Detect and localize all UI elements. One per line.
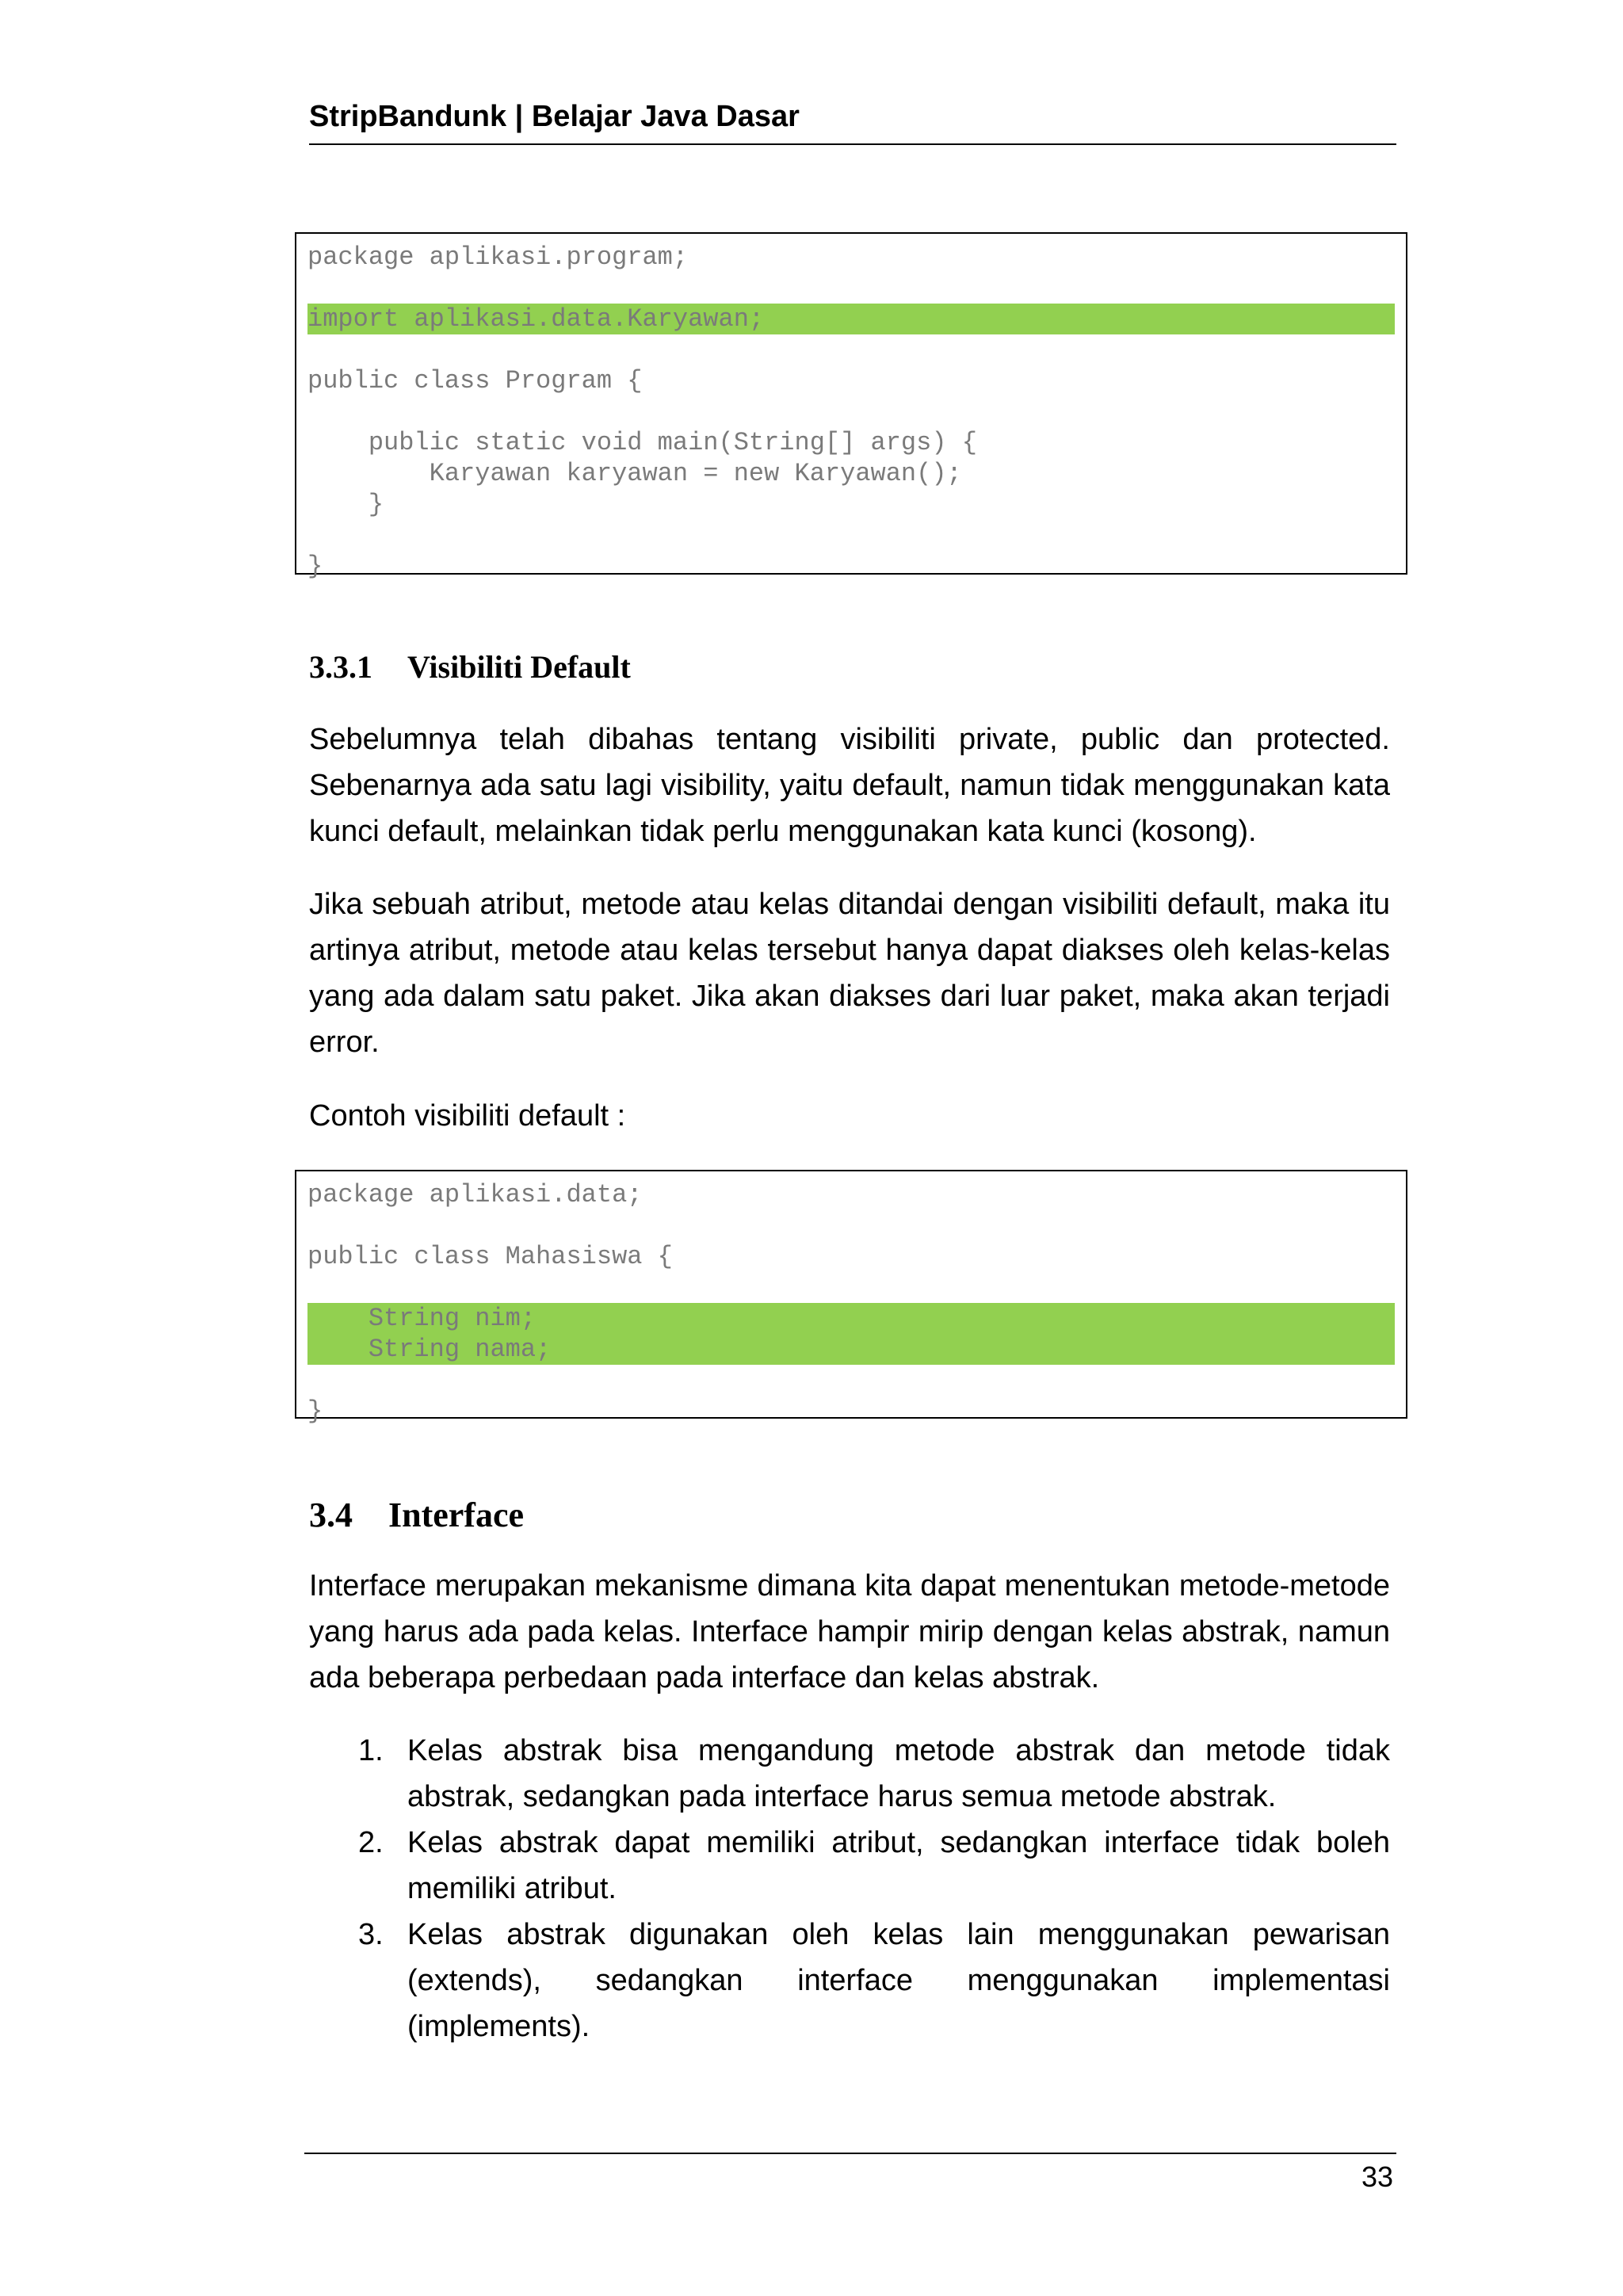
code-line-highlighted: import aplikasi.data.Karyawan;: [307, 304, 1395, 334]
code-line: public class Program {: [307, 366, 643, 395]
list-item: [309, 1912, 1390, 2050]
code-line: public static void main(String[] args) {: [307, 428, 977, 457]
code-line: [307, 1272, 1395, 1303]
code-line: package aplikasi.data;: [307, 1180, 643, 1209]
code-line: [307, 273, 1395, 304]
footer-divider: [304, 2153, 1396, 2154]
code-block-program: [295, 232, 1407, 581]
list-number: 2.: [358, 1826, 384, 1859]
code-line: [307, 1210, 1395, 1241]
list-number: 1.: [358, 1734, 384, 1767]
code-line: }: [307, 552, 323, 581]
code-line: }: [307, 1396, 323, 1426]
code-line: [307, 520, 1395, 551]
code-line: }: [307, 490, 384, 519]
code-line: public class Mahasiswa {: [307, 1242, 673, 1271]
list-item: [309, 1728, 1390, 1820]
difference-list: [309, 1728, 1390, 2050]
code-line: Karyawan karyawan = new Karyawan();: [307, 459, 962, 488]
code-block-mahasiswa: [295, 1170, 1407, 1426]
code-line-highlighted: String nim;: [307, 1303, 1395, 1334]
page-number: 33: [1361, 2160, 1393, 2193]
running-header: [309, 100, 1396, 145]
list-number: 3.: [358, 1918, 384, 1951]
list-text: Kelas abstrak dapat memiliki atribut, sedangkan interface tidak boleh memiliki atribut.: [407, 1826, 1390, 1905]
list-item: [309, 1820, 1390, 1912]
code-line: [307, 1365, 1395, 1396]
paragraph: Interface merupakan mekanisme dimana kita dapat menentukan metode-metode yang harus ada pada kelas. Interface hampir mirip dengan kelas abstrak, namun ada beberapa perbedaan pada interface dan kelas abstrak.: [309, 1569, 1390, 1694]
section-title: Interface: [388, 1496, 525, 1534]
paragraph: Sebelumnya telah dibahas tentang visibiliti private, public dan protected. Sebenarnya ada satu lagi visibility, yaitu default, namun tidak menggunakan kata kunci default, melainkan tidak perlu menggunakan kata kunci (kosong).: [309, 723, 1390, 848]
section-number: 3.4: [309, 1496, 353, 1534]
section-title: Visibiliti Default: [407, 649, 631, 685]
list-text: Kelas abstrak bisa mengandung metode abstrak dan metode tidak abstrak, sedangkan pada interface harus semua metode abstrak.: [407, 1734, 1390, 1813]
paragraph: Jika sebuah atribut, metode atau kelas ditandai dengan visibiliti default, maka itu artinya atribut, metode atau kelas tersebut hanya dapat diakses oleh kelas-kelas yang ada dalam satu paket. Jika akan diakses dari luar paket, maka akan terjadi error.: [309, 888, 1390, 1059]
section-heading-3-4: [309, 1495, 524, 1535]
code-line: [307, 396, 1395, 427]
code-line: package aplikasi.program;: [307, 243, 689, 272]
header-title: StripBandunk | Belajar Java Dasar: [309, 100, 800, 133]
section-number: 3.3.1: [309, 649, 372, 685]
section-heading-3-3-1: [309, 648, 631, 686]
list-text: Kelas abstrak digunakan oleh kelas lain menggunakan pewarisan (extends), sedangkan interface menggunakan implementasi (implements).: [407, 1918, 1390, 2043]
code-line: [307, 334, 1395, 365]
code-line-highlighted: String nama;: [307, 1334, 1395, 1365]
paragraph: Contoh visibiliti default :: [309, 1099, 626, 1133]
